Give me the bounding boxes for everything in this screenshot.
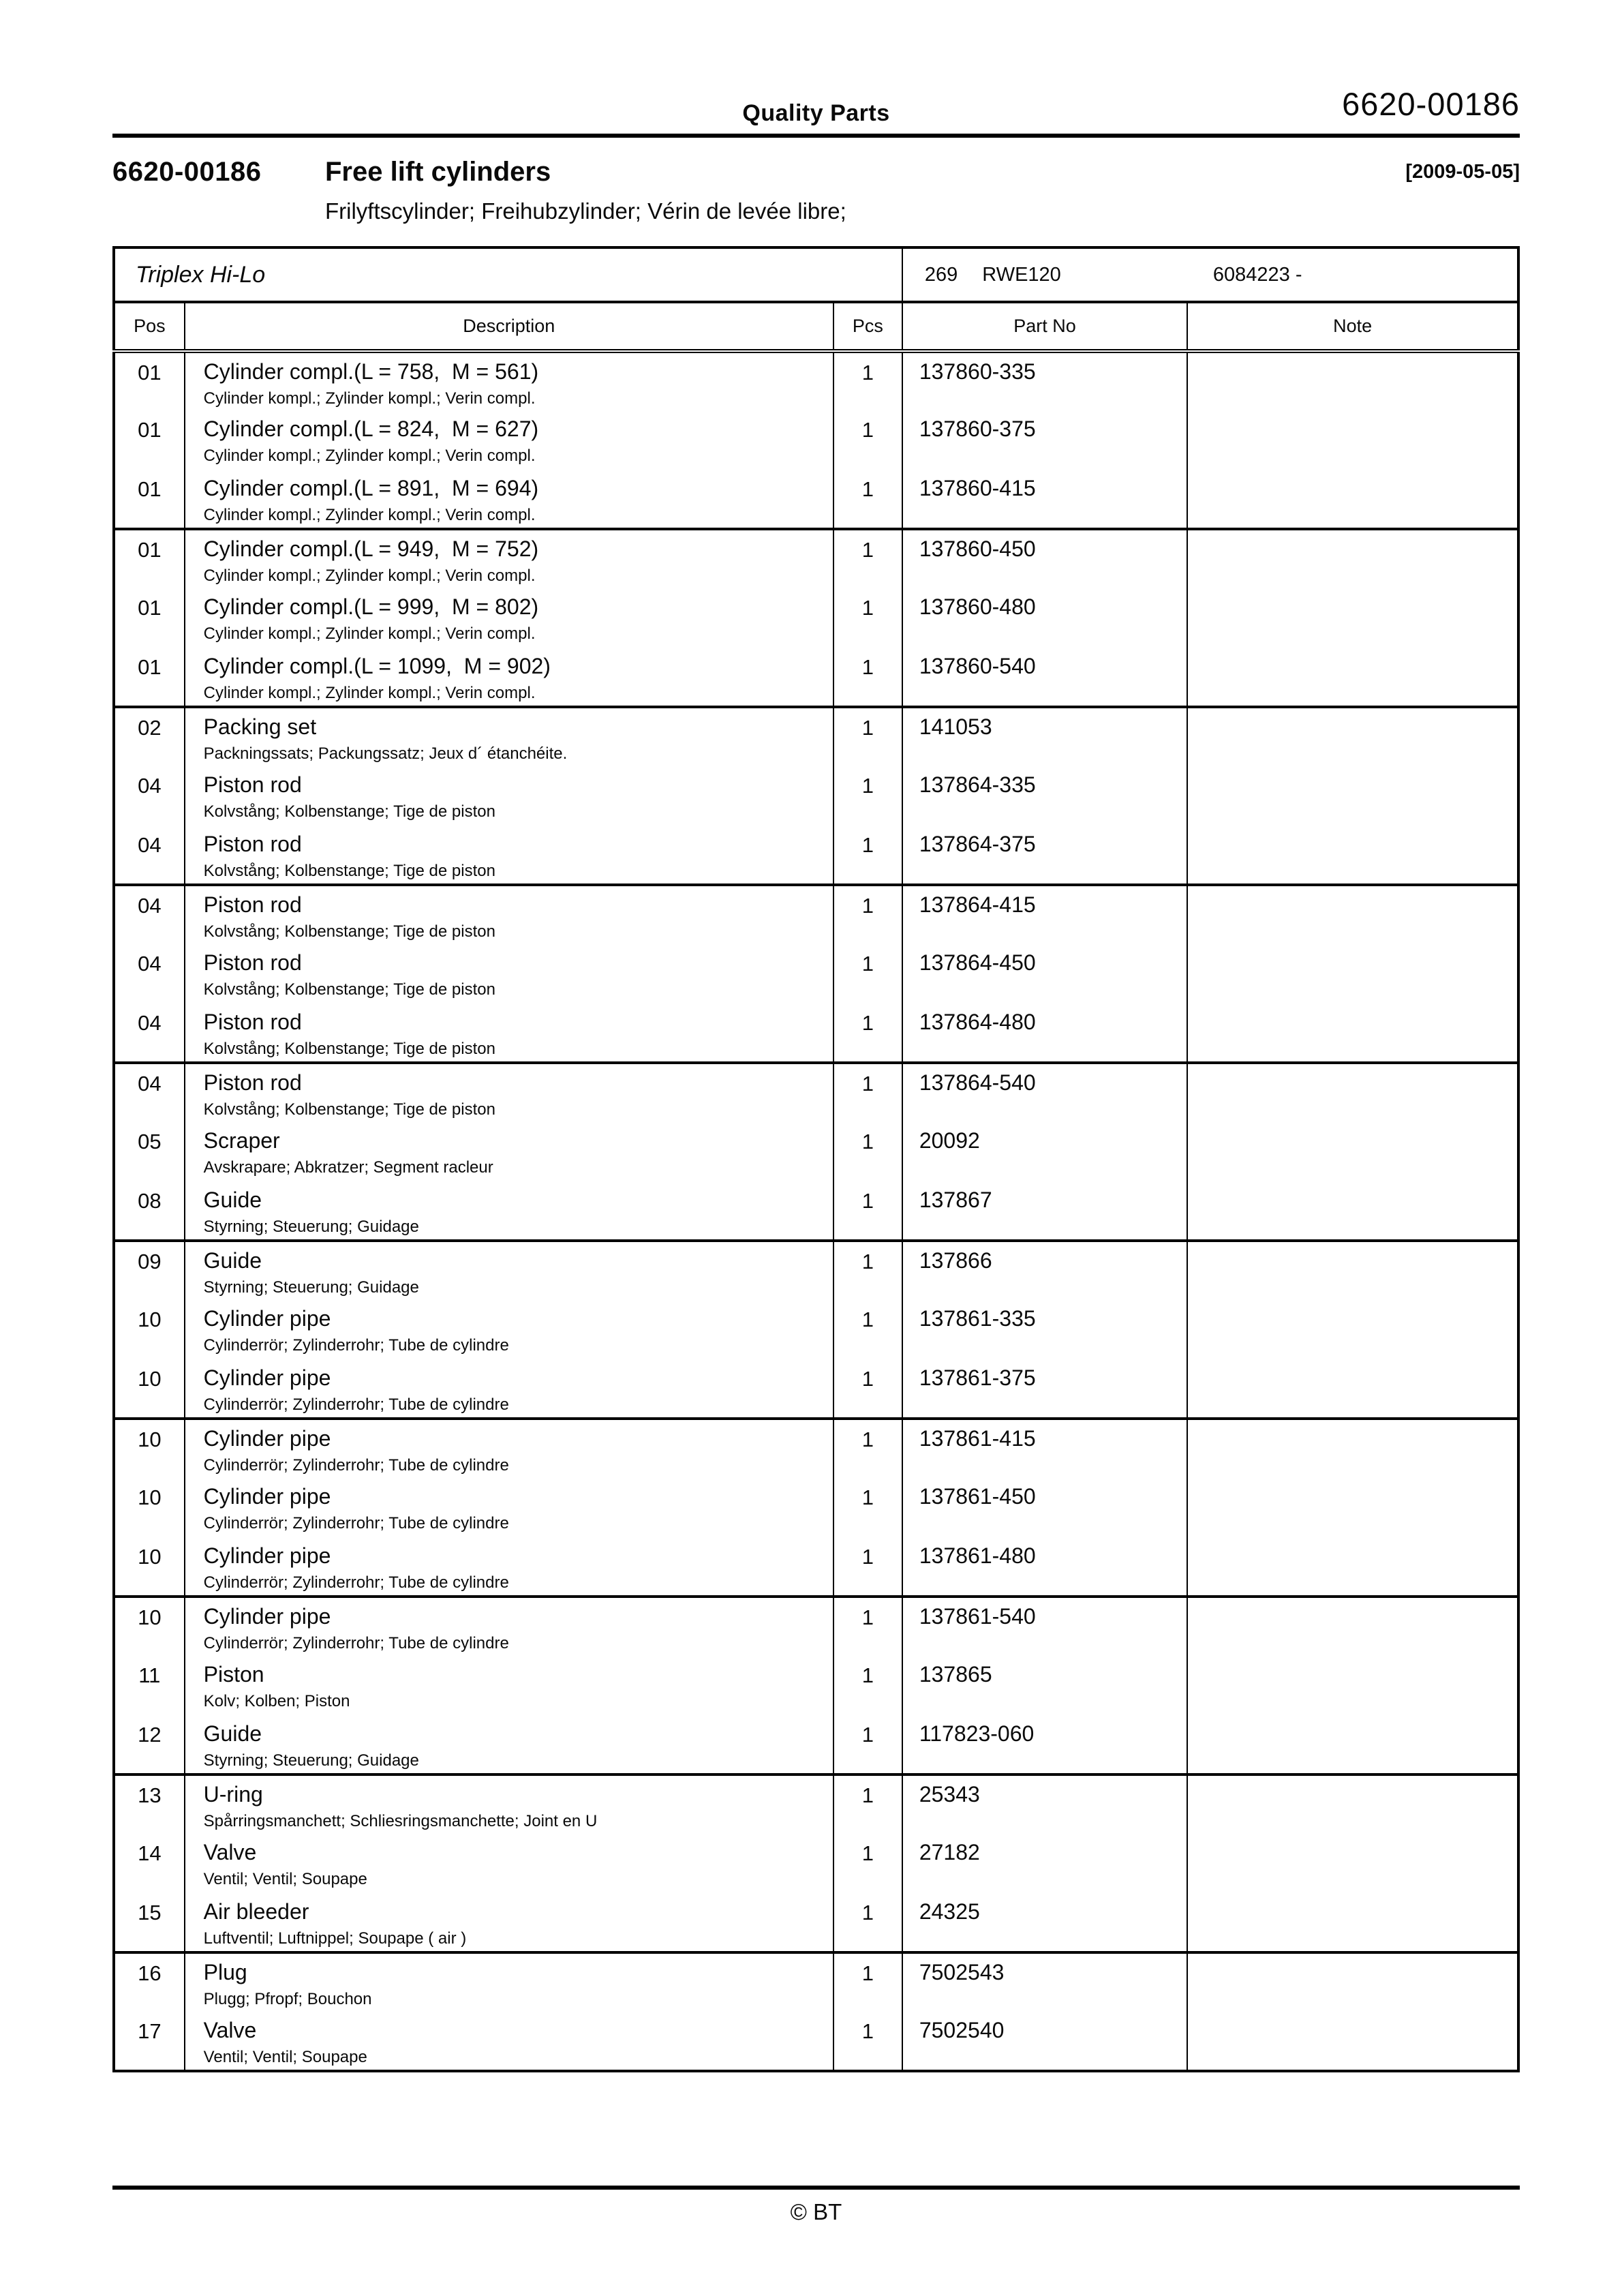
row-description-translations: Cylinderrör; Zylinderrohr; Tube de cylindre [203,1514,509,1532]
row-pos: 16 [138,1961,162,1985]
row-pos: 10 [138,1308,162,1331]
row-description: Piston rod [203,1070,302,1095]
row-pcs: 1 [833,1834,902,1893]
row-part-no: 141053 [902,707,1187,766]
row-pcs: 1 [833,1478,902,1537]
row-description-translations: Kolvstång; Kolbenstange; Tige de piston [203,980,495,999]
title-main [325,157,1405,224]
row-description-translations: Cylinderrör; Zylinderrohr; Tube de cylindre [203,1395,509,1414]
table-row [114,1656,1518,1715]
table-row [114,885,1518,944]
row-description: Cylinder compl.(L = 824, M = 627) [203,417,539,441]
table-row [114,1597,1518,1656]
row-pcs: 1 [833,1003,902,1063]
row-part-no: 137864-335 [902,766,1187,826]
row-description: Cylinder pipe [203,1543,331,1568]
table-row [114,1181,1518,1241]
row-note [1187,1893,1518,1952]
row-pos: 04 [114,826,185,885]
row-pcs: 1 [833,1122,902,1181]
table-row [114,1478,1518,1537]
row-description-cell [185,1656,833,1715]
row-description: Packing set [203,714,317,739]
row-pcs: 1 [833,1359,902,1419]
row-note [1187,470,1518,529]
row-description-translations: Cylinder kompl.; Zylinder kompl.; Verin compl. [203,506,536,524]
row-description-cell [185,885,833,944]
row-description-cell [185,1359,833,1419]
row-description: Guide [203,1248,262,1273]
row-part-no: 117823-060 [902,1715,1187,1774]
row-note [1187,2012,1518,2071]
row-description-translations: Cylinderrör; Zylinderrohr; Tube de cylindre [203,1336,509,1355]
row-pos: 10 [138,1485,162,1509]
row-note [1187,588,1518,648]
row-description-translations: Kolvstång; Kolbenstange; Tige de piston [203,922,495,941]
row-description: Guide [203,1721,262,1746]
row-description-cell [185,1181,833,1241]
row-pos: 01 [138,418,162,442]
table-row [114,410,1518,470]
row-pos: 05 [138,1130,162,1153]
row-description-cell [185,1241,833,1300]
row-description-translations: Ventil; Ventil; Soupape [203,2048,367,2066]
row-pcs: 1 [833,1597,902,1656]
row-pcs: 1 [833,588,902,648]
row-part-no: 25343 [902,1774,1187,1834]
row-description: Cylinder pipe [203,1426,331,1451]
row-note [1187,1597,1518,1656]
row-description: Cylinder compl.(L = 999, M = 802) [203,594,539,619]
row-description-translations: Kolvstång; Kolbenstange; Tige de piston [203,802,495,821]
row-note [1187,766,1518,826]
row-note [1187,1003,1518,1063]
row-part-no: 7502543 [902,1952,1187,2012]
row-description-cell [185,1834,833,1893]
row-description-cell [185,707,833,766]
page-header [112,0,1520,134]
row-pcs: 1 [833,707,902,766]
row-description: Cylinder pipe [203,1484,331,1509]
row-pcs: 1 [833,1241,902,1300]
row-pcs: 1 [833,2012,902,2071]
row-description: Piston rod [203,772,302,797]
row-pcs: 1 [833,1537,902,1597]
row-pcs: 1 [833,1181,902,1241]
row-note [1187,1063,1518,1122]
row-part-no: 27182 [902,1834,1187,1893]
row-description: Valve [203,1840,257,1864]
table-row [114,588,1518,648]
row-description-cell [185,1003,833,1063]
table-row [114,1774,1518,1834]
row-description-cell [185,470,833,529]
table-row [114,707,1518,766]
row-part-no: 137864-450 [902,944,1187,1003]
row-description-translations: Cylinder kompl.; Zylinder kompl.; Verin compl. [203,447,536,465]
row-description-cell [185,1952,833,2012]
row-note [1187,1537,1518,1597]
row-description-translations: Styrning; Steuerung; Guidage [203,1278,419,1297]
row-description: Valve [203,2018,257,2042]
row-part-no: 137860-335 [902,351,1187,410]
table-row [114,648,1518,707]
row-description-cell [185,529,833,588]
row-part-no: 137861-480 [902,1537,1187,1597]
row-part-no: 137861-375 [902,1359,1187,1419]
row-pos: 08 [114,1181,185,1241]
row-part-no: 24325 [902,1893,1187,1952]
row-part-no: 137864-540 [902,1063,1187,1122]
row-description: Piston rod [203,1010,302,1034]
row-pcs: 1 [833,529,902,588]
row-pos: 10 [138,1428,162,1451]
row-pos: 04 [138,1072,162,1096]
row-part-no: 137861-450 [902,1478,1187,1537]
table-row [114,529,1518,588]
row-description: Cylinder pipe [203,1306,331,1331]
row-pos: 15 [114,1893,185,1952]
row-note [1187,707,1518,766]
title-document-number: 6620-00186 [112,157,262,187]
row-part-no: 137864-415 [902,885,1187,944]
row-pcs: 1 [833,1656,902,1715]
row-description-translations: Styrning; Steuerung; Guidage [203,1751,419,1770]
row-description: Cylinder pipe [203,1604,331,1629]
row-pos: 01 [138,596,162,620]
row-pos: 17 [138,2019,162,2043]
row-part-no: 137860-540 [902,648,1187,707]
row-description-translations: Spårringsmanchett; Schliesringsmanchette; Joint en U [203,1812,598,1830]
row-description-cell [185,1419,833,1478]
column-header-part-no: Part No [902,302,1187,351]
table-row [114,1003,1518,1063]
ref-number: 269 [924,263,958,286]
row-description: U-ring [203,1782,263,1807]
ref-serial-range: 6084223 - [1212,263,1302,286]
row-pos: 11 [138,1663,161,1687]
row-description-cell [185,351,833,410]
row-description-translations: Kolvstång; Kolbenstange; Tige de piston [203,1100,495,1119]
row-pcs: 1 [833,1300,902,1359]
row-description-cell [185,1300,833,1359]
row-part-no: 137861-335 [902,1300,1187,1359]
row-description-translations: Kolvstång; Kolbenstange; Tige de piston [203,1040,495,1058]
row-pos: 10 [114,1359,185,1419]
row-description-translations: Avskrapare; Abkratzer; Segment racleur [203,1158,493,1177]
row-part-no: 137861-415 [902,1419,1187,1478]
row-description: Piston [203,1662,264,1687]
row-description: Cylinder pipe [203,1365,331,1390]
row-pcs: 1 [833,1893,902,1952]
row-pcs: 1 [833,351,902,410]
model-reference [902,247,1518,302]
row-description: Piston rod [203,892,302,917]
row-note [1187,1656,1518,1715]
table-row [114,470,1518,529]
row-pcs: 1 [833,1774,902,1834]
row-note [1187,944,1518,1003]
row-description-cell [185,1478,833,1537]
table-row [114,1715,1518,1774]
row-note [1187,1774,1518,1834]
row-note [1187,1419,1518,1478]
row-description: Cylinder compl.(L = 758, M = 561) [203,359,539,384]
row-part-no: 20092 [902,1122,1187,1181]
row-description: Piston rod [203,832,302,856]
row-part-no: 137865 [902,1656,1187,1715]
table-row [114,1952,1518,2012]
page-footer [112,2186,1520,2225]
row-description: Air bleeder [203,1899,309,1924]
row-pcs: 1 [833,1715,902,1774]
row-note [1187,1359,1518,1419]
row-pos: 14 [138,1841,162,1865]
row-description-translations: Luftventil; Luftnippel; Soupape ( air ) [203,1929,467,1948]
row-description-translations: Ventil; Ventil; Soupape [203,1870,367,1888]
row-pcs: 1 [833,1952,902,2012]
row-description-translations: Plugg; Pfropf; Bouchon [203,1990,372,2008]
row-pos: 13 [138,1783,162,1807]
row-pcs: 1 [833,766,902,826]
column-header-pcs: Pcs [833,302,902,351]
row-note [1187,648,1518,707]
row-description-cell [185,1715,833,1774]
row-description-cell [185,1122,833,1181]
row-pos: 10 [114,1537,185,1597]
table-row [114,351,1518,410]
table-row [114,766,1518,826]
brand-title: Quality Parts [742,100,890,126]
row-pos: 01 [138,361,162,384]
row-note [1187,1478,1518,1537]
copyright-text: © BT [790,2199,842,2224]
row-pos: 04 [138,774,162,798]
row-pos: 12 [114,1715,185,1774]
row-pcs: 1 [833,410,902,470]
row-description: Cylinder compl.(L = 891, M = 694) [203,476,539,500]
row-note [1187,410,1518,470]
row-note [1187,826,1518,885]
row-description-cell [185,2012,833,2071]
row-description-translations: Cylinder kompl.; Zylinder kompl.; Verin compl. [203,684,536,702]
row-description-translations: Cylinder kompl.; Zylinder kompl.; Verin compl. [203,389,536,408]
row-part-no: 137864-375 [902,826,1187,885]
row-part-no: 137866 [902,1241,1187,1300]
row-description-translations: Packningssats; Packungssatz; Jeux d´ étanchéite. [203,744,568,763]
table-row [114,1063,1518,1122]
row-description-cell [185,1063,833,1122]
row-part-no: 137860-480 [902,588,1187,648]
row-pos: 09 [138,1250,162,1273]
row-description-translations: Kolv; Kolben; Piston [203,1692,350,1710]
row-description-cell [185,826,833,885]
row-part-no: 137860-450 [902,529,1187,588]
row-description: Cylinder compl.(L = 1099, M = 902) [203,654,551,678]
row-description: Plug [203,1960,247,1984]
row-pos: 04 [138,894,162,918]
row-note [1187,885,1518,944]
row-pos: 01 [114,470,185,529]
row-pos: 02 [138,716,162,740]
column-header-note: Note [1187,302,1518,351]
row-pcs: 1 [833,1419,902,1478]
table-row [114,1893,1518,1952]
row-note [1187,1952,1518,2012]
header-rule [112,134,1520,138]
table-row [114,826,1518,885]
row-description: Guide [203,1188,262,1212]
row-description: Piston rod [203,950,302,975]
title-translations: Frilyftscylinder; Freihubzylinder; Vérin de levée libre; [325,198,846,224]
table-row [114,1537,1518,1597]
row-description-cell [185,944,833,1003]
row-description-cell [185,1537,833,1597]
row-description-cell [185,648,833,707]
row-pcs: 1 [833,648,902,707]
document-number-header: 6620-00186 [1342,86,1520,122]
row-note [1187,1834,1518,1893]
table-row [114,944,1518,1003]
row-description-cell [185,1774,833,1834]
row-note [1187,1241,1518,1300]
row-part-no: 137860-415 [902,470,1187,529]
parts-table [112,246,1520,2072]
row-description-cell [185,1893,833,1952]
row-description-translations: Cylinderrör; Zylinderrohr; Tube de cylindre [203,1634,509,1652]
ref-model-code: RWE120 [982,263,1061,286]
row-pcs: 1 [833,1063,902,1122]
row-pcs: 1 [833,826,902,885]
row-pos: 10 [138,1605,162,1629]
row-description-translations: Styrning; Steuerung; Guidage [203,1218,419,1236]
page-title: Free lift cylinders [325,157,551,187]
model-band [114,247,1518,302]
row-pcs: 1 [833,885,902,944]
row-part-no: 137867 [902,1181,1187,1241]
row-pos: 04 [138,952,162,976]
table-row [114,2012,1518,2071]
column-header-pos: Pos [114,302,185,351]
column-header-description: Description [185,302,833,351]
table-row [114,1834,1518,1893]
row-part-no: 137864-480 [902,1003,1187,1063]
table-row [114,1122,1518,1181]
row-part-no: 7502540 [902,2012,1187,2071]
row-pos: 01 [138,538,162,562]
row-pos: 01 [114,648,185,707]
row-note [1187,351,1518,410]
row-description-cell [185,1597,833,1656]
table-row [114,1359,1518,1419]
row-description-translations: Cylinderrör; Zylinderrohr; Tube de cylindre [203,1456,509,1475]
row-note [1187,1122,1518,1181]
row-note [1187,1181,1518,1241]
row-description-cell [185,588,833,648]
row-pcs: 1 [833,944,902,1003]
revision-date: [2009-05-05] [1405,161,1520,183]
row-description-cell [185,766,833,826]
table-row [114,1241,1518,1300]
table-row [114,1419,1518,1478]
row-description-translations: Cylinder kompl.; Zylinder kompl.; Verin compl. [203,624,536,643]
model-name: Triplex Hi-Lo [114,247,902,302]
row-note [1187,1300,1518,1359]
row-pcs: 1 [833,470,902,529]
row-description-translations: Cylinder kompl.; Zylinder kompl.; Verin compl. [203,567,536,585]
row-part-no: 137861-540 [902,1597,1187,1656]
footer-rule [112,2186,1520,2190]
row-description-translations: Kolvstång; Kolbenstange; Tige de piston [203,862,495,880]
row-description: Scraper [203,1128,280,1153]
row-note [1187,529,1518,588]
row-description-cell [185,410,833,470]
table-row [114,1300,1518,1359]
row-note [1187,1715,1518,1774]
row-part-no: 137860-375 [902,410,1187,470]
row-description-translations: Cylinderrör; Zylinderrohr; Tube de cylindre [203,1573,509,1592]
title-block [112,157,1520,224]
table-header-row [114,302,1518,351]
row-description: Cylinder compl.(L = 949, M = 752) [203,537,539,561]
row-pos: 04 [114,1003,185,1063]
